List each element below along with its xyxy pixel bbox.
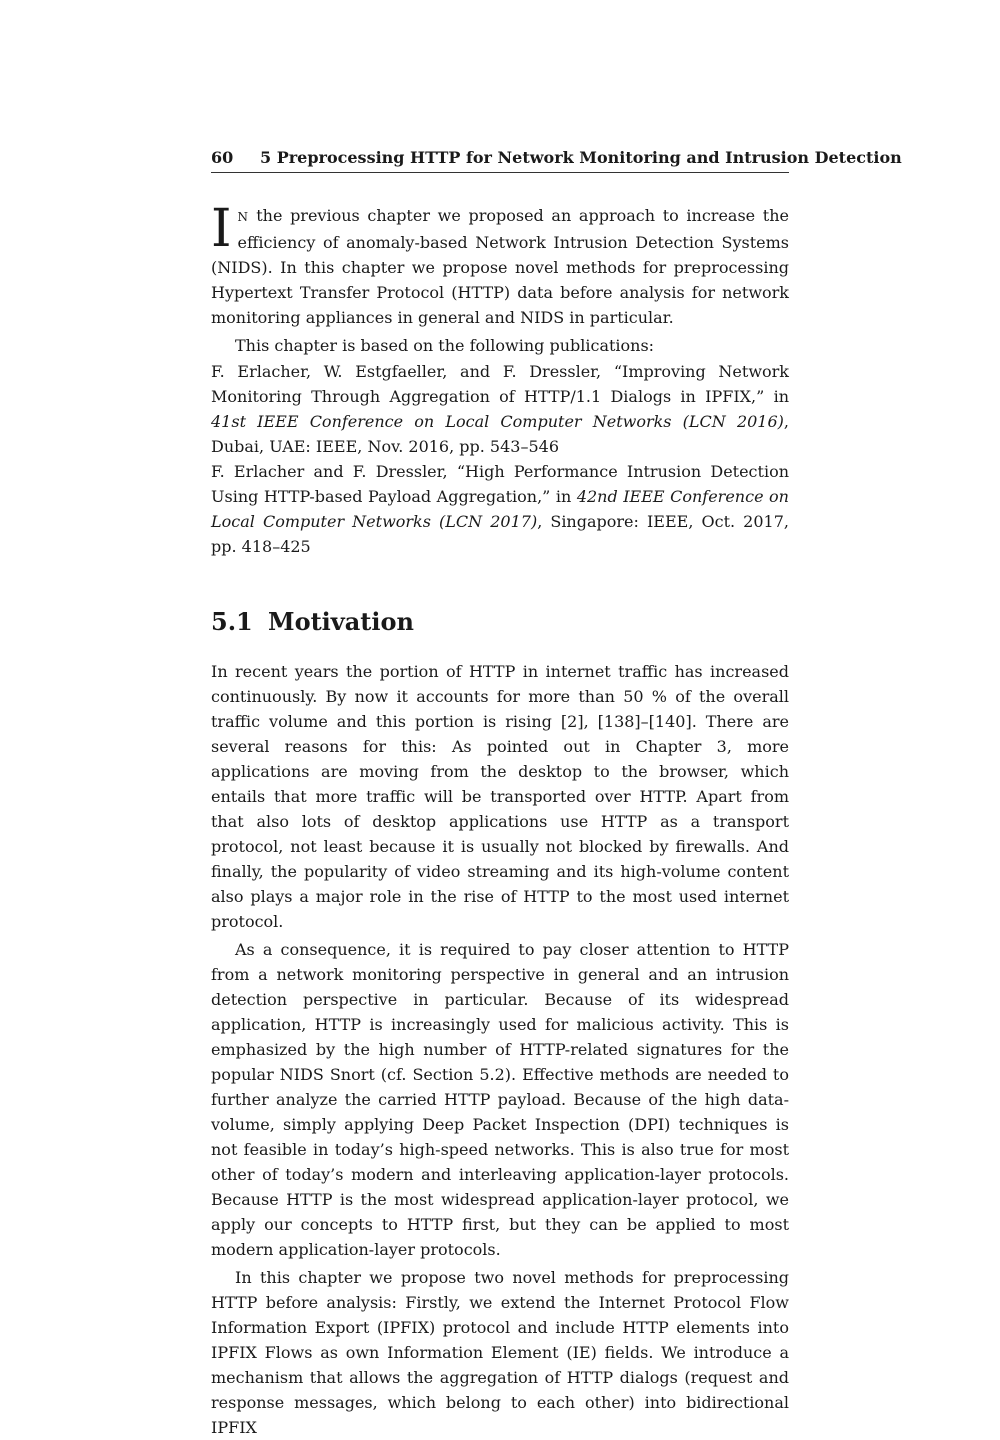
page-number: 60 — [211, 148, 234, 167]
publication-item: F. Erlacher, W. Estgfaeller, and F. Dressler, “Improving Network Monitoring Through Aggregation of HTTP/1.1 Dialogs in IPFIX,” in 41st IEEE Conference on Local Computer Networks (LCN 2016), Dubai, UAE: IEEE, Nov. 2016, pp. 543–546 — [211, 362, 789, 456]
publications-lead: This chapter is based on the following publications: — [235, 336, 655, 355]
body-paragraph: In this chapter we propose two novel methods for preprocessing HTTP before analysis: Firstly, we extend the Internet Protocol Flow Information Export (IPFIX) protocol and include HTTP elements into IPFIX Flows as own Information Element (IE) fields. We introduce a mechanism that allows the aggregation of HTTP dialogs (request and response messages, which belong to each other) into bidirectional IPFIX — [211, 1268, 789, 1437]
publication-item: F. Erlacher and F. Dressler, “High Performance Intrusion Detection Using HTTP-based Payload Aggregation,” in 42nd IEEE Conference on Local Computer Networks (LCN 2017), Singapore: IEEE, Oct. 2017, pp. 418–425 — [211, 462, 789, 556]
publication-list — [211, 359, 789, 559]
small-caps-lead: N — [237, 210, 249, 224]
intro-paragraph — [211, 199, 789, 330]
section-title: Motivation — [268, 607, 414, 636]
body-paragraph: In recent years the portion of HTTP in internet traffic has increased continuously. By now it accounts for more than 50 % of the overall traffic volume and this portion is rising [2], [138]–[140]. There are several reasons for this: As pointed out in Chapter 3, more applications are moving from the desktop to the browser, which entails that more traffic will be transported over HTTP. Apart from that also lots of desktop applications use HTTP as a transport protocol, not least because it is usually not blocked by firewalls. And finally, the popularity of video streaming and its high-volume content also plays a major role in the rise of HTTP to the most used internet protocol. — [211, 662, 789, 931]
publication-venue: 41st IEEE Conference on Local Computer Networks (LCN 2016) — [211, 412, 784, 431]
page-body — [211, 199, 789, 1440]
section-heading — [211, 607, 789, 637]
intro-text: the previous chapter we proposed an approach to increase the efficiency of anomaly-based Network Intrusion Detection Systems (NIDS). In this chapter we propose novel methods for preprocessing Hypertext Transfer Protocol (HTTP) data before analysis for network monitoring appliances in general and NIDS in particular. — [211, 206, 789, 327]
body-paragraph: As a consequence, it is required to pay closer attention to HTTP from a network monitoring perspective in general and an intrusion detection perspective in particular. Because of its widespread application, HTTP is increasingly used for malicious activity. This is emphasized by the high number of HTTP-related signatures for the popular NIDS Snort (cf. Section 5.2). Effective methods are needed to further analyze the carried HTTP payload. Because of the high data-volume, simply applying Deep Packet Inspection (DPI) techniques is not feasible in today’s high-speed networks. This is also true for most other of today’s modern and interleaving application-layer protocols. Because HTTP is the most widespread application-layer protocol, we apply our concepts to HTTP first, but they can be applied to most modern application-layer protocols. — [211, 940, 789, 1259]
publication-venue: 42nd IEEE Conference on Local Computer Networks (LCN 2017) — [211, 487, 789, 531]
chapter-title: 5 Preprocessing HTTP for Network Monitoring and Intrusion Detection — [260, 148, 902, 167]
running-header — [211, 148, 902, 173]
drop-cap: I — [211, 199, 232, 259]
section-number: 5.1 — [211, 607, 253, 636]
